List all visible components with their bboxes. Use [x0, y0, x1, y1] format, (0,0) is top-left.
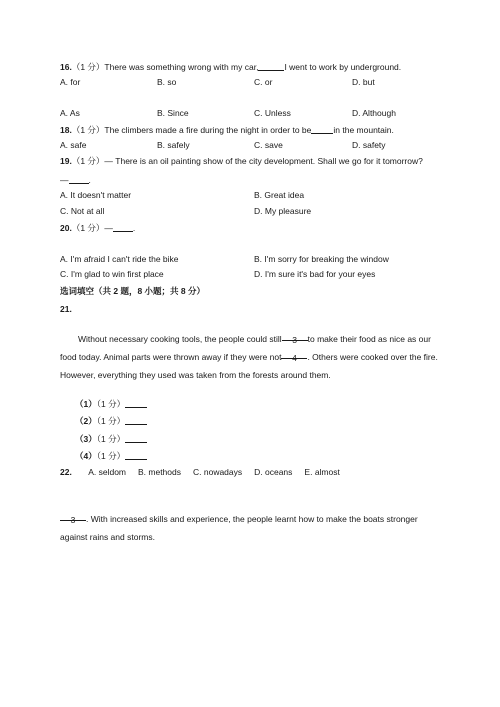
option-d[interactable]: D. I'm sure it's bad for your eyes: [254, 269, 376, 279]
question-16: [60, 61, 401, 73]
option-b[interactable]: B. so: [157, 77, 177, 87]
passage-text: to make their food as nice as our food today. Animal parts were thrown away if they were not: [60, 334, 431, 362]
option-b[interactable]: B. Great idea: [254, 190, 305, 200]
option-c[interactable]: C. Not at all: [60, 206, 105, 216]
question-number: 19.: [60, 156, 72, 166]
passage-text: . With increased skills and experience, the people learnt how to make the boats stronger against rains and storms.: [60, 514, 418, 542]
option-c[interactable]: C. or: [254, 77, 273, 87]
word-bank: [88, 467, 352, 477]
option-c[interactable]: C. save: [254, 140, 283, 150]
question-text: I went to work by underground.: [284, 62, 402, 72]
option-d[interactable]: D. but: [352, 77, 375, 87]
question-score: （1 分）: [71, 62, 105, 72]
section-title: 选词填空（共 2 题，8 小题；共 8 分）: [60, 286, 205, 296]
answer-blank[interactable]: [69, 174, 89, 184]
passage-blank-3[interactable]: 3: [60, 511, 86, 521]
question-number: 20.: [60, 223, 72, 233]
period: .: [132, 223, 136, 233]
passage-blank-4[interactable]: 4: [281, 349, 307, 359]
question-22: [60, 467, 352, 478]
option-b[interactable]: B. safely: [157, 140, 190, 150]
option-c[interactable]: C. I'm glad to win first place: [60, 269, 164, 279]
question-score: （1 分）: [71, 125, 105, 135]
word-option-c[interactable]: C. nowadays: [193, 467, 243, 477]
option-a[interactable]: A. It doesn't matter: [60, 190, 132, 200]
reply-dash: —: [104, 223, 113, 233]
answer-blank[interactable]: [125, 398, 147, 408]
question-text: The climbers made a fire during the night in order to be: [104, 125, 312, 135]
answer-blank[interactable]: [125, 450, 147, 460]
answer-blank[interactable]: [125, 415, 147, 425]
sub-question-4: [75, 450, 147, 462]
reply-dash: —: [60, 175, 69, 185]
option-a[interactable]: A. I'm afraid I can't ride the bike: [60, 254, 179, 264]
option-d[interactable]: D. Although: [352, 108, 396, 118]
word-option-b[interactable]: B. methods: [138, 467, 181, 477]
passage-22: [60, 510, 440, 546]
option-a[interactable]: A. safe: [60, 140, 87, 150]
sub-score: （1 分）: [96, 434, 126, 444]
sub-label: （4）: [75, 451, 97, 461]
question-text: — There is an oil painting show of the city development. Shall we go for it tomorrow?: [104, 156, 423, 166]
option-a[interactable]: A. for: [60, 77, 81, 87]
word-option-a[interactable]: A. seldom: [88, 467, 126, 477]
passage-blank-3[interactable]: 3: [282, 331, 308, 341]
reply-19: — .: [60, 175, 91, 185]
passage-text: Without necessary cooking tools, the people could still: [78, 334, 282, 344]
question-text: There was something wrong with my car,: [104, 62, 259, 72]
sub-score: （1 分）: [96, 416, 126, 426]
question-20: [60, 222, 135, 234]
sub-question-2: [75, 415, 147, 427]
answer-blank[interactable]: [113, 222, 136, 233]
option-a[interactable]: A. As: [60, 108, 80, 118]
option-d[interactable]: D. My pleasure: [254, 206, 312, 216]
word-option-d[interactable]: D. oceans: [254, 467, 293, 477]
question-score: （1 分）: [71, 223, 105, 233]
sub-question-1: [75, 398, 147, 410]
word-option-e[interactable]: E. almost: [304, 467, 340, 477]
option-d[interactable]: D. safety: [352, 140, 386, 150]
option-b[interactable]: B. Since: [157, 108, 189, 118]
question-21-number: 21.: [60, 304, 72, 314]
question-number: 22.: [60, 467, 72, 477]
sub-score: （1 分）: [96, 451, 126, 461]
question-score: （1 分）: [71, 156, 105, 166]
question-text: in the mountain.: [333, 125, 394, 135]
sub-label: （1）: [75, 399, 97, 409]
option-c[interactable]: C. Unless: [254, 108, 291, 118]
question-number: 18.: [60, 125, 72, 135]
question-number: 16.: [60, 62, 72, 72]
sub-label: （2）: [75, 416, 97, 426]
question-18: [60, 124, 394, 136]
sub-score: （1 分）: [96, 399, 126, 409]
question-19: [60, 156, 423, 167]
sub-label: （3）: [75, 434, 97, 444]
answer-blank[interactable]: [258, 61, 284, 71]
passage-21: [60, 330, 440, 384]
sub-question-3: [75, 433, 147, 445]
option-b[interactable]: B. I'm sorry for breaking the window: [254, 254, 389, 264]
passage-text: . Others were cooked over the fire. However, everything they used was taken from the forests around them.: [60, 352, 438, 380]
answer-blank[interactable]: [125, 433, 147, 443]
answer-blank[interactable]: [311, 124, 333, 134]
